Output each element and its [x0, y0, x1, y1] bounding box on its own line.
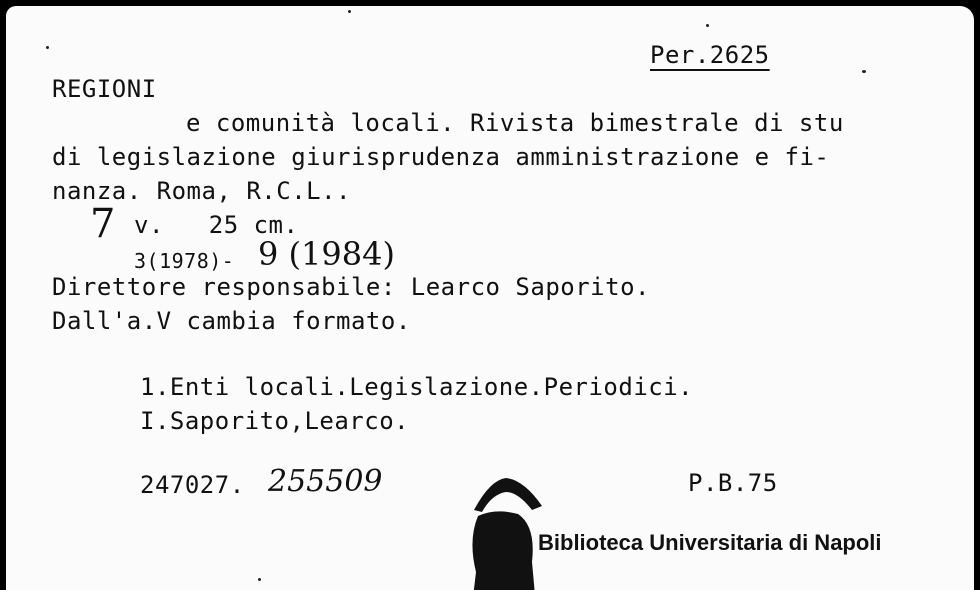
holdings-printed: 3(1978)-: [134, 249, 235, 273]
ink-speck: [258, 578, 261, 581]
catalog-card: [6, 6, 974, 590]
inventory-printed: 247027.: [140, 471, 245, 499]
library-stamp-emblem-icon: [466, 476, 546, 590]
holdings-handwritten: 9 (1984): [258, 235, 395, 273]
subject-entry-1: 1.Enti locali.Legislazione.Periodici.: [140, 373, 694, 401]
note-director: Direttore responsabile: Learco Saporito.: [52, 273, 650, 301]
shelfmark: Per.2625: [650, 41, 770, 69]
title-line-3: nanza. Roma, R.C.L..: [52, 177, 351, 205]
ink-speck: [46, 46, 49, 49]
catalog-heading: REGIONI: [52, 75, 157, 103]
physical-description: v. 25 cm.: [134, 211, 299, 239]
title-line-1: e comunità locali. Rivista bimestrale di stu: [186, 109, 844, 137]
library-stamp: Biblioteca Universitaria di Napoli: [538, 530, 882, 555]
inventory-handwritten: 255509: [268, 464, 383, 499]
ink-speck: [862, 70, 866, 73]
handwritten-volume-count: 7: [90, 201, 116, 247]
ink-speck: [706, 24, 709, 27]
note-format: Dall'a.V cambia formato.: [52, 307, 411, 335]
ink-speck: [348, 10, 351, 13]
location-code: P.B.75: [688, 469, 778, 497]
title-line-2: di legislazione giurisprudenza amministrazione e fi-: [52, 143, 830, 171]
subject-entry-2: I.Saporito,Learco.: [140, 407, 410, 435]
